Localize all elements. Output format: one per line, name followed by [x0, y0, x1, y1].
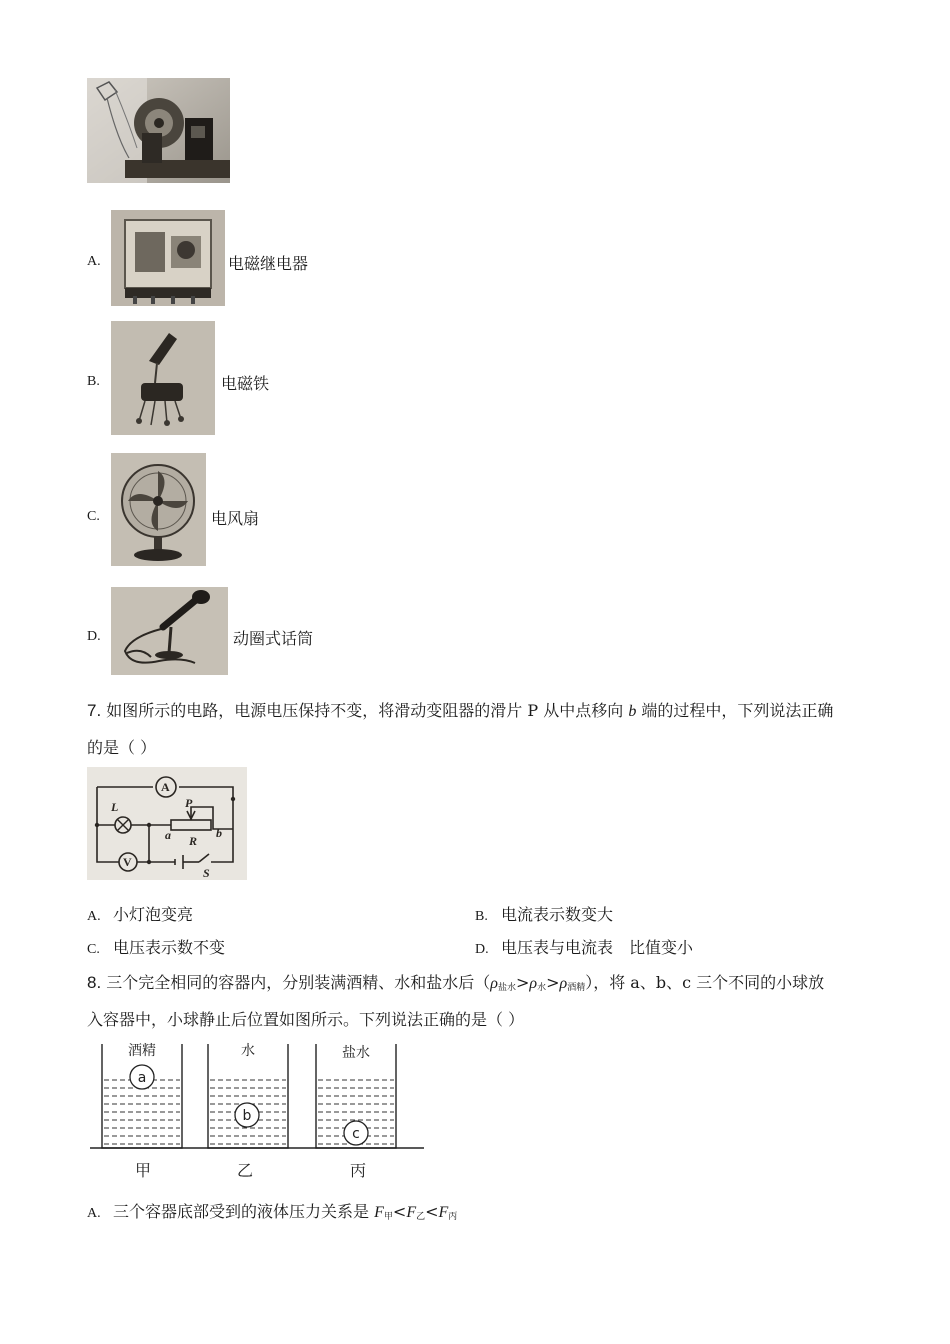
q8-stem-line2: 入容器中，小球静止后位置如图所示。下列说法正确的是（ ） — [87, 1010, 525, 1029]
q7-choice-d[interactable]: D. 电压表与电流表 比值变小 — [475, 938, 694, 957]
generator-apparatus-photo — [87, 78, 230, 183]
option-text-a: 电磁继电器 — [228, 254, 309, 273]
dynamic-microphone-photo — [111, 587, 228, 675]
liquid-water-label: 水 — [241, 1043, 255, 1059]
slider-label: P — [185, 796, 193, 810]
option-text-c: 电风扇 — [211, 509, 260, 528]
option-letter-d: D. — [87, 629, 101, 644]
end-a-label: a — [165, 828, 171, 842]
q7-number: 7. — [87, 701, 102, 720]
q7-choice-a[interactable]: A. 小灯泡变亮 — [87, 905, 194, 924]
rheostat-label: R — [189, 834, 198, 848]
ball-a-label: a — [137, 1070, 147, 1086]
q7-stem-text-pre: 如图所示的电路，电源电压保持不变，将滑动变阻器的滑片 P 从中点移向 — [106, 701, 624, 720]
option-letter-c: C. — [87, 509, 100, 524]
q7-stem-line2: 的是（ ） — [87, 738, 157, 757]
voltmeter-label: V — [123, 855, 132, 869]
container-jia-label: 甲 — [134, 1161, 152, 1180]
electromagnet-photo — [111, 321, 215, 435]
q8-stem-line1: 8. 三个完全相同的容器内，分别装满酒精、水和盐水后$(\rho_{盐水}>\rho_水>\rho_{酒精})$，将 a、b、c 三个不同的小球放 — [87, 973, 825, 993]
q7-choice-b[interactable]: B. 电流表示数变大 — [475, 905, 614, 924]
ball-b-label: b — [242, 1108, 252, 1124]
lamp-label: L — [111, 800, 119, 814]
q7-choice-c[interactable]: C. 电压表示数不变 — [87, 938, 226, 957]
option-text-d: 动圈式话筒 — [233, 629, 314, 648]
q8-number: 8. — [87, 973, 102, 992]
end-b-label: b — [216, 826, 222, 840]
q8-choice-a[interactable]: A. 三个容器底部受到的液体压力关系是 $F_甲<F_乙<F_丙$ — [87, 1202, 458, 1222]
q7-stem-var-b: b — [628, 703, 637, 720]
liquid-saltwater-label: 盐水 — [342, 1045, 370, 1061]
q7-stem-line1 — [87, 698, 833, 721]
option-text-b: 电磁铁 — [221, 374, 270, 393]
option-letter-b: B. — [87, 374, 100, 389]
electromagnetic-relay-photo — [111, 210, 225, 306]
q8-containers-diagram — [88, 1040, 428, 1185]
electric-fan-photo — [111, 453, 206, 566]
switch-label: S — [203, 866, 210, 880]
liquid-alcohol-label: 酒精 — [128, 1043, 156, 1059]
container-bing-label: 丙 — [349, 1161, 367, 1180]
container-yi-label: 乙 — [236, 1161, 254, 1180]
q7-stem-text-post: 端的过程中，下列说法正确 — [641, 701, 834, 720]
option-letter-a: A. — [87, 254, 101, 269]
ammeter-label: A — [161, 780, 170, 794]
q7-circuit-diagram — [87, 767, 247, 880]
ball-c-label: c — [352, 1126, 360, 1142]
